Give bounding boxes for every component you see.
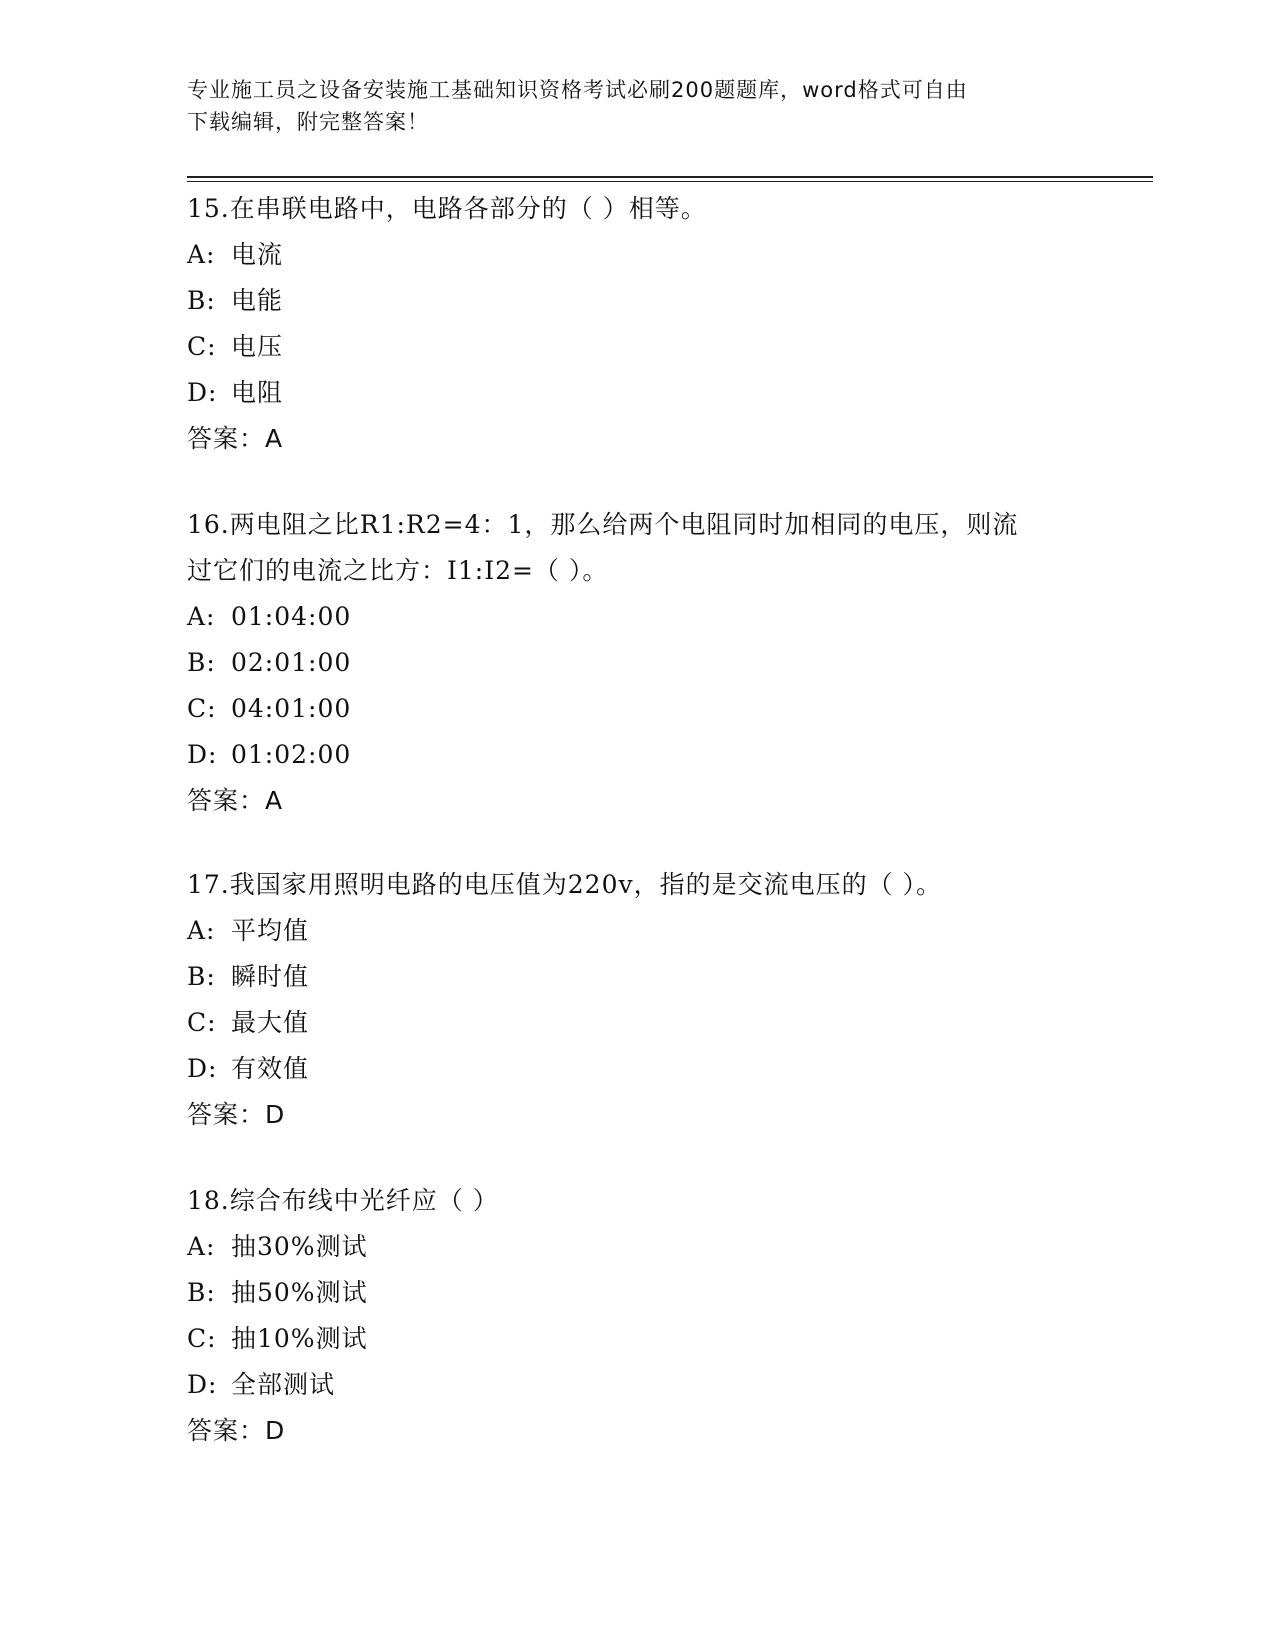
option-b [187,640,1087,686]
question-17 [187,862,1087,1138]
header-divider-thin [187,181,1153,182]
question-text: 17.我国家用照明电路的电压值为220v，指的是交流电压的（ ）。 [187,870,943,899]
option-text: 电阻 [231,378,284,407]
option-letter: D: [187,740,218,769]
question-16 [187,502,1087,824]
option-text: 02:01:00 [231,648,352,677]
option-text: 全部测试 [231,1370,336,1399]
option-text: 抽50%测试 [231,1278,368,1307]
question-15 [187,186,1087,462]
option-letter: A: [187,240,216,269]
option-letter: A: [187,1232,216,1261]
option-text: 电能 [231,286,284,315]
option-c [187,686,1087,732]
option-letter: C: [187,332,217,361]
option-letter: C: [187,1324,217,1353]
option-d [187,370,1087,416]
option-text: 01:04:00 [231,602,352,631]
option-letter: D: [187,378,218,407]
option-c [187,1316,1087,1362]
option-b [187,278,1087,324]
option-letter: B: [187,962,216,991]
option-a [187,594,1087,640]
option-a [187,232,1087,278]
option-text: 有效值 [231,1054,310,1083]
header-divider-thick [187,176,1153,178]
option-text: 抽10%测试 [231,1324,368,1353]
answer-label: 答案：D [187,1416,286,1445]
answer-label: 答案：A [187,424,284,453]
option-letter: B: [187,648,216,677]
question-18 [187,1178,1087,1454]
option-a [187,1224,1087,1270]
answer-label: 答案：A [187,786,284,815]
question-text-continued: 过它们的电流之比方：I1:I2=（ ）。 [187,556,609,585]
option-text: 04:01:00 [231,694,352,723]
question-text: 18.综合布线中光纤应（ ） [187,1186,499,1215]
option-d [187,732,1087,778]
option-d [187,1362,1087,1408]
document-header [187,74,1067,138]
option-text: 电压 [231,332,284,361]
option-letter: B: [187,286,216,315]
option-letter: B: [187,1278,216,1307]
option-letter: A: [187,916,216,945]
question-text: 15.在串联电路中，电路各部分的（ ）相等。 [187,194,707,223]
answer-label: 答案：D [187,1100,286,1129]
option-text: 01:02:00 [231,740,352,769]
option-c [187,1000,1087,1046]
header-line-1: 专业施工员之设备安装施工基础知识资格考试必刷200题题库，word格式可自由 [187,78,968,102]
header-line-2: 下载编辑，附完整答案！ [187,110,429,134]
option-text: 电流 [231,240,284,269]
question-text: 16.两电阻之比R1:R2=4：1，那么给两个电阻同时加相同的电压，则流 [187,510,1019,539]
option-b [187,954,1087,1000]
option-text: 抽30%测试 [231,1232,368,1261]
option-letter: D: [187,1370,218,1399]
option-c [187,324,1087,370]
option-letter: C: [187,1008,217,1037]
option-a [187,908,1087,954]
option-text: 最大值 [231,1008,310,1037]
option-text: 平均值 [231,916,310,945]
option-letter: A: [187,602,216,631]
option-d [187,1046,1087,1092]
option-letter: C: [187,694,217,723]
option-letter: D: [187,1054,218,1083]
option-b [187,1270,1087,1316]
option-text: 瞬时值 [231,962,310,991]
